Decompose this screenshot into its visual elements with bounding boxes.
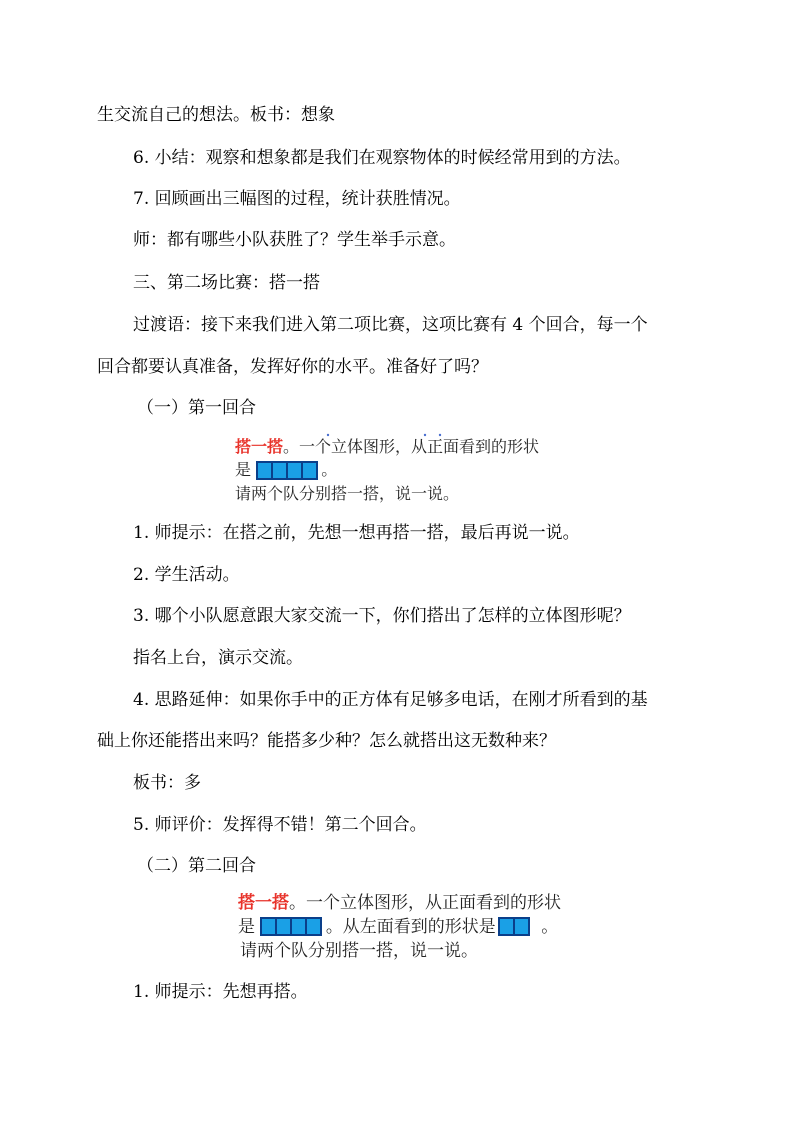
text-line: 师：都有哪些小队获胜了？学生举手示意。 [133, 230, 456, 250]
text-line: 1. 师提示：在搭之前，先想一想再搭一搭，最后再说一说。 [133, 523, 580, 543]
text-line: 过渡语：接下来我们进入第二项比赛，这项比赛有 4 个回合，每一个 [133, 315, 648, 335]
figure-text: 。 [541, 917, 559, 937]
left-view-shape [498, 915, 528, 938]
text-line: 5. 师评价：发挥得不错！第二个回合。 [133, 815, 427, 835]
text-line: 4. 思路延伸：如果你手中的正方体有足够多电话，在刚才所看到的基 [133, 690, 648, 710]
subsection-heading: （二）第二回合 [137, 856, 256, 876]
text-line: 6. 小结：观察和想象都是我们在观察物体的时候经常用到的方法。 [133, 148, 631, 168]
text-line: 指名上台，演示交流。 [133, 648, 303, 668]
subsection-heading: （一）第一回合 [137, 398, 256, 418]
figure-text: 。一个立体图形，从正面看到的形状 [283, 437, 540, 456]
text-line: 板书：多 [133, 773, 201, 793]
figure-text: 是 [235, 460, 252, 479]
text-line: 7. 回顾画出三幅图的过程，统计获胜情况。 [133, 189, 461, 209]
figure-text: 。一个立体图形，从正面看到的形状 [289, 893, 561, 913]
text-line: 生交流自己的想法。板书：想象 [97, 105, 335, 125]
figure-title: 搭一搭 [235, 437, 284, 456]
text-line: 2. 学生活动。 [133, 565, 240, 585]
figure-title: 搭一搭 [238, 893, 289, 913]
text-line: 础上你还能搭出来吗？能搭多少种？怎么就搭出这无数种来？ [97, 731, 556, 751]
figure-text: 是 [238, 917, 255, 937]
text-line: 回合都要认真准备，发挥好你的水平。准备好了吗？ [97, 357, 488, 377]
figure-text: 。从左面看到的形状是 [325, 917, 496, 937]
front-view-shape [256, 459, 316, 481]
figure-2 [238, 892, 561, 963]
figure-text: 。 [321, 460, 338, 479]
figure-1 [235, 436, 539, 505]
text-line: 3. 哪个小队愿意跟大家交流一下，你们搭出了怎样的立体图形呢？ [133, 606, 631, 626]
section-heading: 三、第二场比赛：搭一搭 [133, 273, 320, 293]
front-view-shape [260, 915, 320, 938]
figure-instruction: 请两个队分别搭一搭，说一说。 [235, 483, 460, 503]
figure-instruction: 请两个队分别搭一搭，说一说。 [240, 941, 478, 961]
scan-artifact [325, 423, 445, 429]
text-line: 1. 师提示：先想再搭。 [133, 982, 308, 1002]
